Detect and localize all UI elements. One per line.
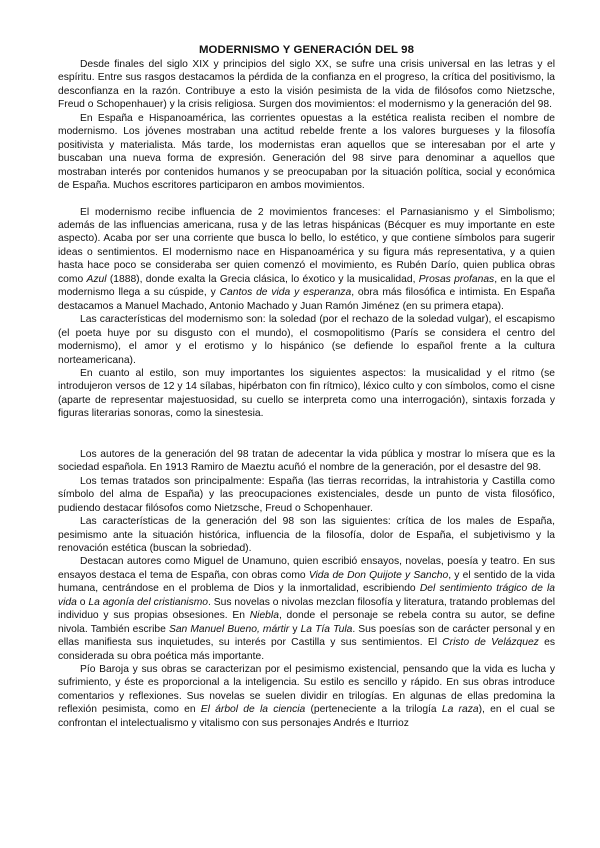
paragraph-gap [58,421,555,448]
work-title: El árbol de la ciencia [200,704,306,716]
paragraph-modernismo-influences: El modernismo recibe influencia de 2 movimientos franceses: el Parnasianismo y el Simbolismo; además de las influencias americana, rusa y de las letras hispánicas (Bécquer es muy importante en este aspecto). Acaba por ser una corriente que busca lo bello, lo estético, y que contiene símbolos para sugerir ideas o sentimientos. El modernismo nace en Hispanoamérica y su figura más representativa, y a quien hasta hace poco se consideraba ser quien comenzó el movimiento, es Rubén Darío, quien publica obras como Azul (1888), donde exalta la Grecia clásica, lo éxotico y la musicalidad, Prosas profanas, en la que el modernismo llega a su cúspide, y Cantos de vida y esperanza, obra más filosófica e intimista. En España destacamos a Manuel Machado, Antonio Machado y Juan Ramón Jiménez (en su primera etapa). [58,206,555,312]
paragraph-generacion-intro: Los autores de la generación del 98 tratan de adecentar la vida pública y mostrar lo mísera que es la sociedad española. En 1913 Ramiro de Maeztu acuñó el nombre de la generación, por el desastre del 98. [58,448,555,474]
paragraph-modernismo-style: En cuanto al estilo, son muy importantes los siguientes aspectos: la musicalidad y el ritmo (se introdujeron versos de 12 y 14 sílabas, hipérbaton con fin rítmico), léxico culto y con símbolos, como el cisne (aparte de representar majestuosidad, su cuello se interpreta como una interrogación), sintaxis forzada y figuras literarias sonoras, como la sinestesia. [58,367,555,420]
work-title: Prosas profanas [418,273,495,285]
work-title: Cristo de Velázquez [442,637,539,649]
work-title: Del sentimiento trágico de la vida [58,583,555,608]
document-title: MODERNISMO Y GENERACIÓN DEL 98 [198,44,415,56]
paragraph-modernismo-features: Las características del modernismo son: la soledad (por el rechazo de la soledad vulgar), el escapismo (el poeta huye por su disgusto con el mundo), el cosmopolitismo (París se considera el centro del modernismo), el amor y el erotismo y lo hispánico (se defiende lo español frente a la cultura norteamericana). [58,314,555,366]
paragraph-generacion-features: Las características de la generación del 98 son las siguientes: crítica de los males de España, pesimismo ante la situación histórica, influencia de la filosofía, dolor de España, el subjetivismo y la renovación estética (buscan la sobriedad). [58,516,555,554]
work-title: La raza [441,704,479,716]
paragraph-definitions: En España e Hispanoamérica, las corrientes opuestas a la estética realista reciben el nombre de modernismo. Los jóvenes mostraban una actitud rebelde frente a los valores burgueses y la filosofía positivista y materialista. Más tarde, los modernistas eran aquellos que se interesaban por el arte y buscaban una nueva forma de expresión. Generación del 98 sirve para denominar a aquellos que mostraban interés por contenidos humanos y se preocupaban por la situación política, social y económica de España. Muchos escritores participaron en ambos movimientos. [58,112,555,192]
paragraph-baroja: Pío Baroja y sus obras se caracterizan por el pesimismo existencial, pensando que la vida es lucha y sufrimiento, y éste es proporcional a la inteligencia. Su estilo es sencillo y rápido. En sus obras introduce comentarios y reflexiones. Sus novelas se suelen dividir en trilogías. En algunas de ellas predomina la reflexión pesimista, como en El árbol de la ciencia (perteneciente a la trilogía La raza), en el cual se confrontan el intelectualismo y vitalismo con sus personajes Andrés e Iturrioz [58,664,555,729]
work-title: Cantos de vida y esperanza [219,287,352,299]
work-title: San Manuel Bueno, mártir [168,623,290,635]
work-title: Vida de Don Quijote y Sancho [308,569,449,581]
work-title: Niebla [249,610,279,622]
work-title: La Tía Tula [300,623,353,635]
document-page [58,44,555,730]
work-title: Azul [86,273,107,285]
paragraph-intro: Desde finales del siglo XIX y principios del siglo XX, se sufre una crisis universal en las letras y el espíritu. Entre sus rasgos destacamos la pérdida de la confianza en el progreso, la crítica del positivismo, la desconfianza en la razón. Contribuye a esto la visión pesimista de la vida de filósofos como Nietzsche, Freud o Schopenhauer) y la crisis religiosa. Surgen dos movimientos: el modernismo y la generación del 98. [58,59,555,111]
paragraph-generacion-themes: Los temas tratados son principalmente: España (las tierras recorridas, la intrahistoria y Castilla como símbolo del alma de España) y las preocupaciones existenciales, desde un punto de vista filosófico, pudiendo destacar filósofos como Nietzsche, Freud o Schopenhauer. [58,475,555,514]
work-title: La agonía del cristianismo [88,596,209,608]
paragraph-unamuno: Destacan autores como Miguel de Unamuno, quien escribió ensayos, novelas, poesía y teatro. En sus ensayos destaca el tema de España, con obras como Vida de Don Quijote y Sancho, y el sentido de la vida humana, centrándose en el problema de Dios y la inmortalidad, escribiendo Del sentimiento trágico de la vida o La agonía del cristianismo. Sus novelas o nivolas mezclan filosofía y literatura, tratando problemas del individuo y sus propias obsesiones. En Niebla, donde el personaje se rebela contra su autor, se define nivola. También escribe San Manuel Bueno, mártir y La Tía Tula. Sus poesías son de carácter personal y en ellas manifiesta sus inquietudes, su interés por Castilla y sus sentimientos. El Cristo de Velázquez es considerada su obra poética más importante. [58,556,556,662]
paragraph-gap [58,193,555,206]
